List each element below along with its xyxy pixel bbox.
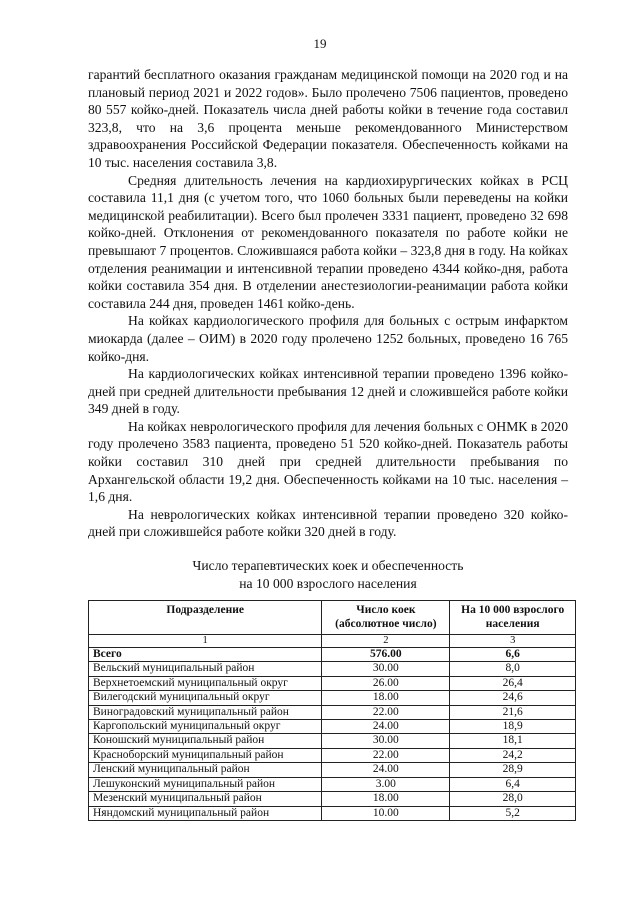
table-row (89, 705, 576, 719)
total-per-10000: 6,6 (450, 648, 576, 662)
row-per-10000: 26,4 (450, 676, 576, 690)
row-name: Вельский муниципальный район (89, 662, 322, 676)
page-number: 19 (313, 36, 327, 51)
row-beds: 26.00 (322, 676, 450, 690)
row-beds: 10.00 (322, 806, 450, 820)
table-row (89, 763, 576, 777)
table-row (89, 720, 576, 734)
table-row (89, 748, 576, 762)
total-label: Всего (89, 648, 322, 662)
column-index-2: 2 (322, 635, 450, 648)
row-per-10000: 28,9 (450, 763, 576, 777)
table-header-row (89, 601, 576, 635)
row-per-10000: 18,1 (450, 734, 576, 748)
row-name: Верхнетоемский муниципальный округ (89, 676, 322, 690)
row-per-10000: 5,2 (450, 806, 576, 820)
row-name: Каргопольский муниципальный округ (89, 720, 322, 734)
table-row (89, 662, 576, 676)
row-beds: 3.00 (322, 777, 450, 791)
row-per-10000: 28,0 (450, 792, 576, 806)
row-per-10000: 24,2 (450, 748, 576, 762)
row-name: Лешуконский муниципальный район (89, 777, 322, 791)
column-index-row (89, 635, 576, 648)
table-caption (88, 557, 568, 592)
row-name: Коношский муниципальный район (89, 734, 322, 748)
beds-table (88, 600, 576, 821)
row-name: Вилегодский муниципальный округ (89, 691, 322, 705)
row-name: Мезенский муниципальный район (89, 792, 322, 806)
row-beds: 18.00 (322, 691, 450, 705)
row-name: Виноградовский муниципальный район (89, 705, 322, 719)
table-caption-line-1: Число терапевтических коек и обеспеченность (192, 558, 464, 574)
table-body (89, 635, 576, 821)
paragraph-1: гарантий бесплатного оказания гражданам медицинской помощи на 2020 год и на плановый период 2021 и 2022 годов». Было пролечено 7506 пациентов, проведено 80 557 койко-дней. Показатель числа дней работы койки в течение года составил 323,8, что на 3,6 процента меньше рекомендованного Министерством здравоохранения Российской Федерации показателя. Обеспеченность койками на 10 тыс. населения составила 3,8. (88, 67, 568, 170)
table-caption-line-2: на 10 000 взрослого населения (239, 575, 417, 591)
table-row (89, 734, 576, 748)
row-beds: 24.00 (322, 720, 450, 734)
total-beds: 576.00 (322, 648, 450, 662)
table-row (89, 691, 576, 705)
paragraph-6: На неврологических койках интенсивной терапии проведено 320 койко-дней при сложившейся работе койки 320 дней в году. (88, 506, 568, 540)
paragraph-4: На кардиологических койках интенсивной терапии проведено 1396 койко-дней при средней длительности пребывания 12 дней и сложившейся работе койки 349 дней в году. (88, 366, 568, 417)
row-beds: 22.00 (322, 748, 450, 762)
table-row (89, 777, 576, 791)
paragraph-3: На койках кардиологического профиля для больных с острым инфарктом миокарда (далее – ОИМ) в 2020 году пролечено 1252 больных, проведено 16 765 койко-дня. (88, 313, 568, 364)
header-bed-count: Число коек (абсолютное число) (322, 601, 450, 635)
row-per-10000: 24,6 (450, 691, 576, 705)
row-per-10000: 6,4 (450, 777, 576, 791)
row-name: Красноборский муниципальный район (89, 748, 322, 762)
row-per-10000: 21,6 (450, 705, 576, 719)
header-subdivision: Подразделение (89, 601, 322, 635)
paragraph-2: Средняя длительность лечения на кардиохирургических койках в РСЦ составила 11,1 дня (с учетом того, что 1060 больных были переведены на койки медицинской реабилитации). Всего был пролечен 3331 пациент, проведено 32 698 койко-дней. Отклонения от рекомендованного показателя по работе койки не превышают 7 процентов. Сложившаяся работа койки – 323,8 дня в году. На койках отделения реанимации и интенсивной терапии проведено 4344 койко-дня, работа койки составила 354 дня. В отделении анестезиологии-реанимации работа койки составила 244 дня, проведен 1461 койко-день. (88, 172, 568, 311)
table-row (89, 806, 576, 820)
row-beds: 30.00 (322, 734, 450, 748)
table-row (89, 792, 576, 806)
paragraph-5: На койках неврологического профиля для лечения больных с ОНМК в 2020 году пролечено 3583 пациента, проведено 51 520 койко-дней. Показатель работы койки составил 310 дней при средней длительности пребывания по Архангельской области 19,2 дня. Обеспеченность койками на 10 тыс. населения – 1,6 дня. (88, 418, 568, 505)
column-index-3: 3 (450, 635, 576, 648)
row-name: Няндомский муниципальный район (89, 806, 322, 820)
header-per-10000: На 10 000 взрослого населения (450, 601, 576, 635)
row-beds: 18.00 (322, 792, 450, 806)
row-beds: 24.00 (322, 763, 450, 777)
row-per-10000: 8,0 (450, 662, 576, 676)
table-row (89, 676, 576, 690)
row-per-10000: 18,9 (450, 720, 576, 734)
column-index-1: 1 (89, 635, 322, 648)
row-beds: 30.00 (322, 662, 450, 676)
row-name: Ленский муниципальный район (89, 763, 322, 777)
row-beds: 22.00 (322, 705, 450, 719)
document-body (88, 66, 568, 821)
total-row (89, 648, 576, 662)
